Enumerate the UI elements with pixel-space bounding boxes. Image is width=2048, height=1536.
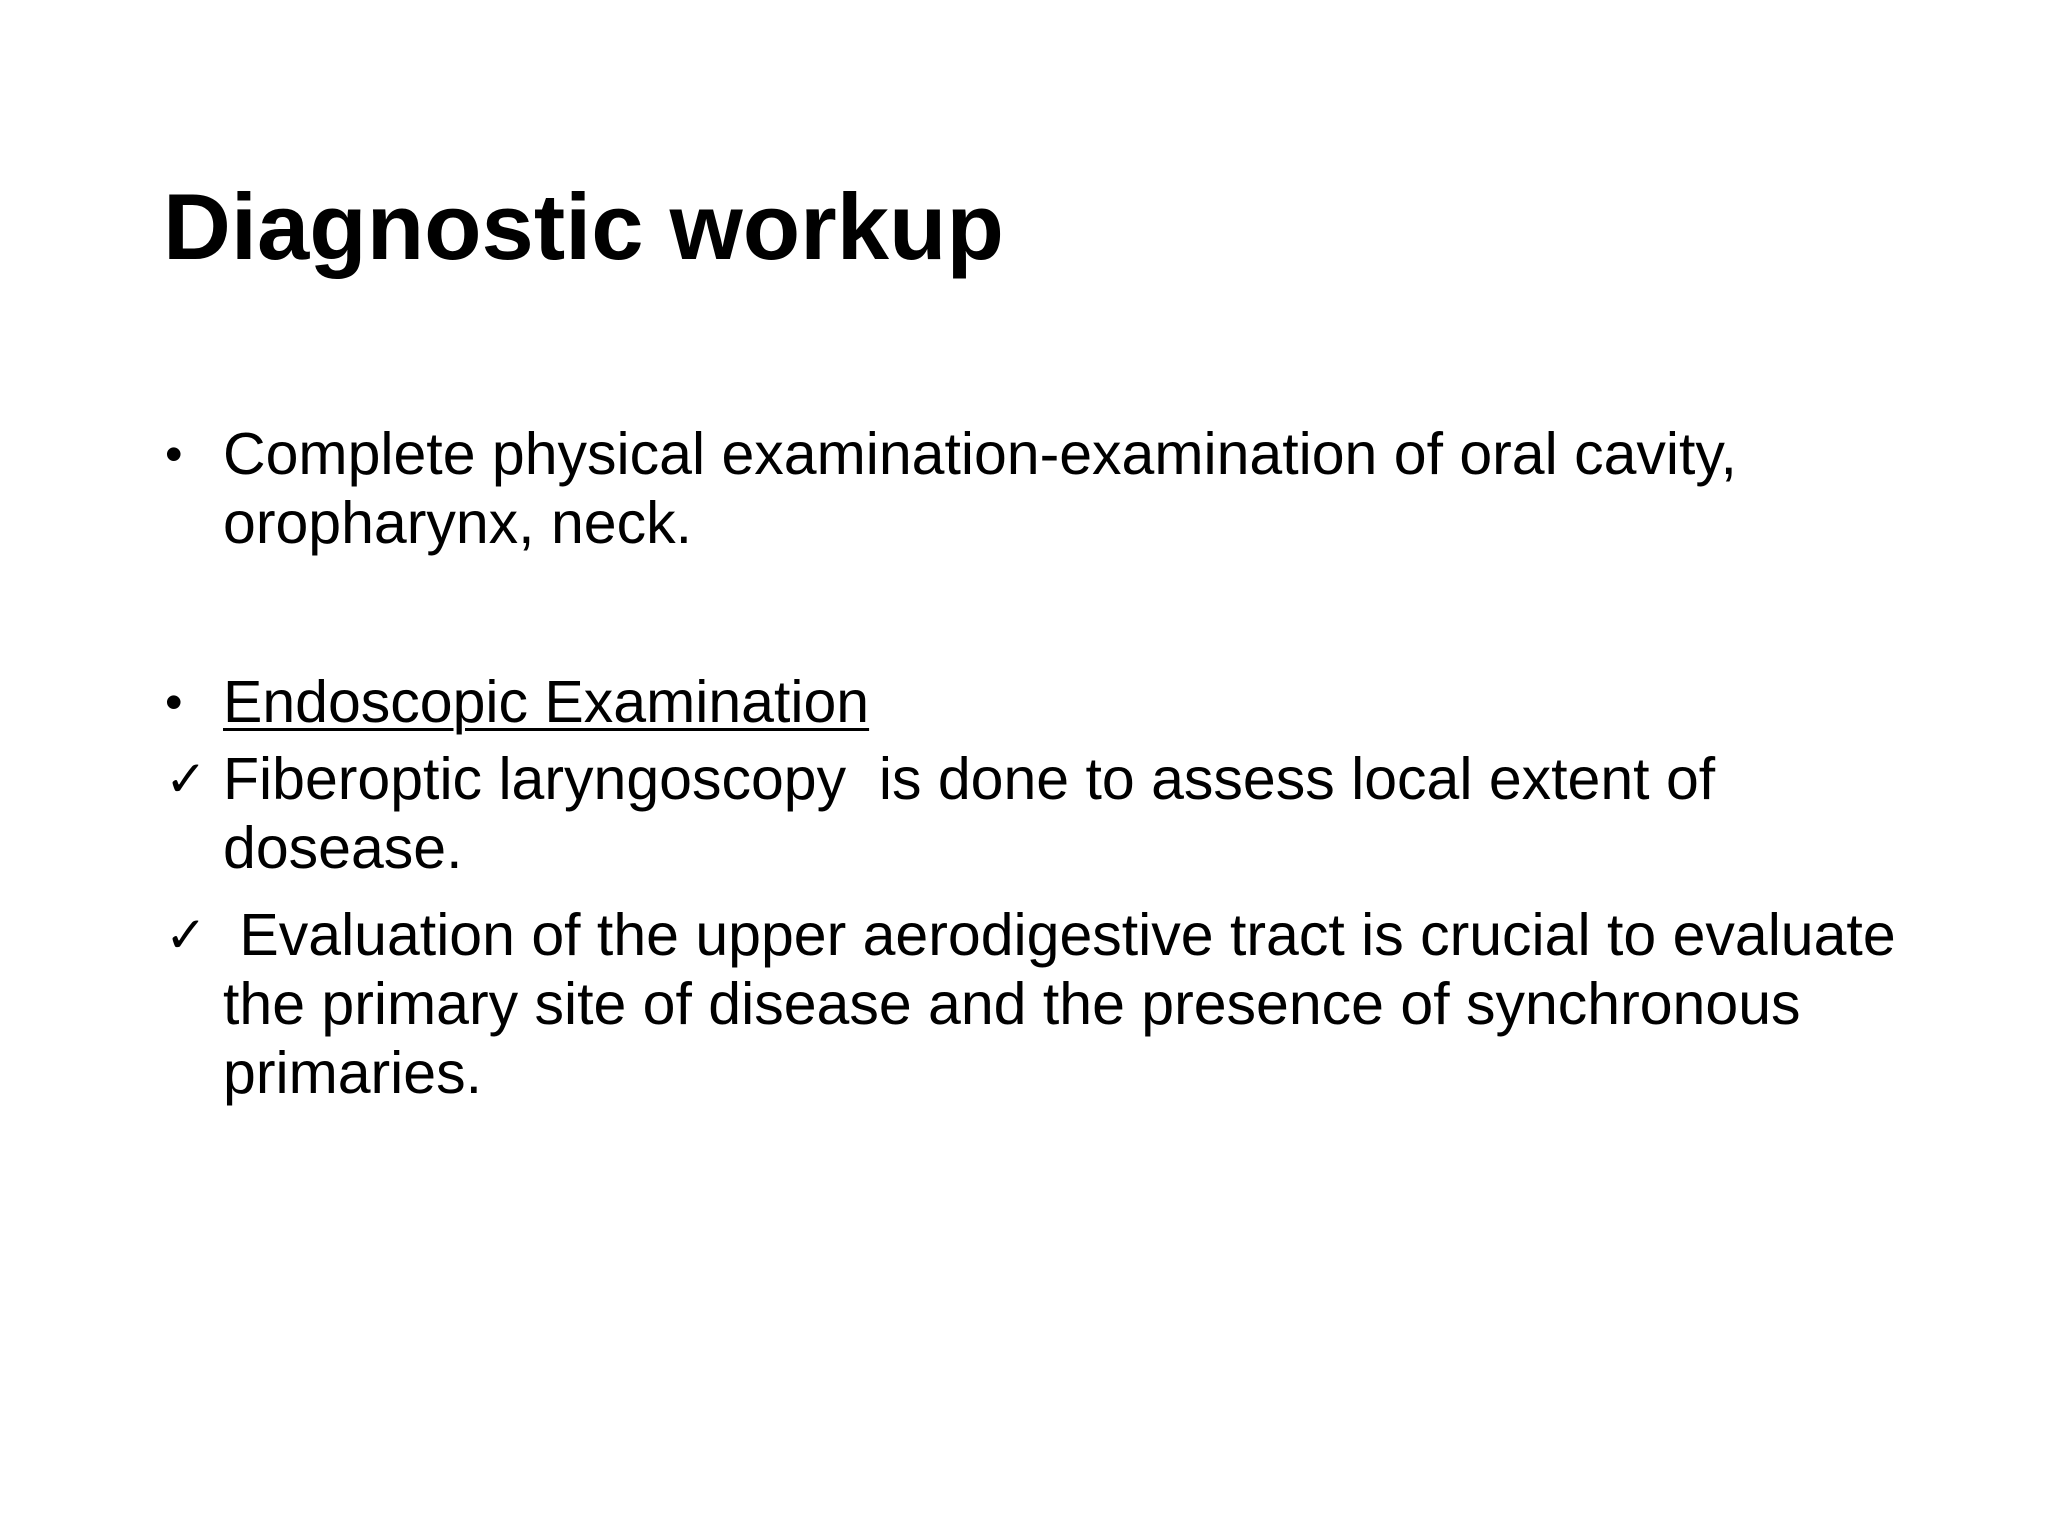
slide-content	[163, 420, 1943, 1108]
bullet-text-underlined: Endoscopic Examination	[223, 669, 870, 735]
checkmark-icon: ✓	[165, 750, 207, 808]
bullet-item-endoscopic-exam	[163, 668, 1943, 737]
checkmark-icon: ✓	[165, 906, 207, 964]
check-item-fiberoptic	[163, 745, 1943, 883]
check-item-evaluation	[163, 901, 1943, 1108]
slide-title: Diagnostic workup	[163, 174, 1004, 279]
bullet-icon: •	[165, 674, 183, 730]
bullet-text: Complete physical examination-examination of oral cavity, oropharynx, neck.	[223, 421, 1737, 556]
bullet-icon: •	[165, 426, 183, 482]
check-text: Fiberoptic laryngoscopy is done to assess local extent of dosease.	[223, 746, 1732, 881]
check-text: Evaluation of the upper aerodigestive tract is crucial to evaluate the primary site of disease and the presence of synchronous primaries.	[223, 902, 1913, 1106]
bullet-item-physical-exam	[163, 420, 1943, 558]
